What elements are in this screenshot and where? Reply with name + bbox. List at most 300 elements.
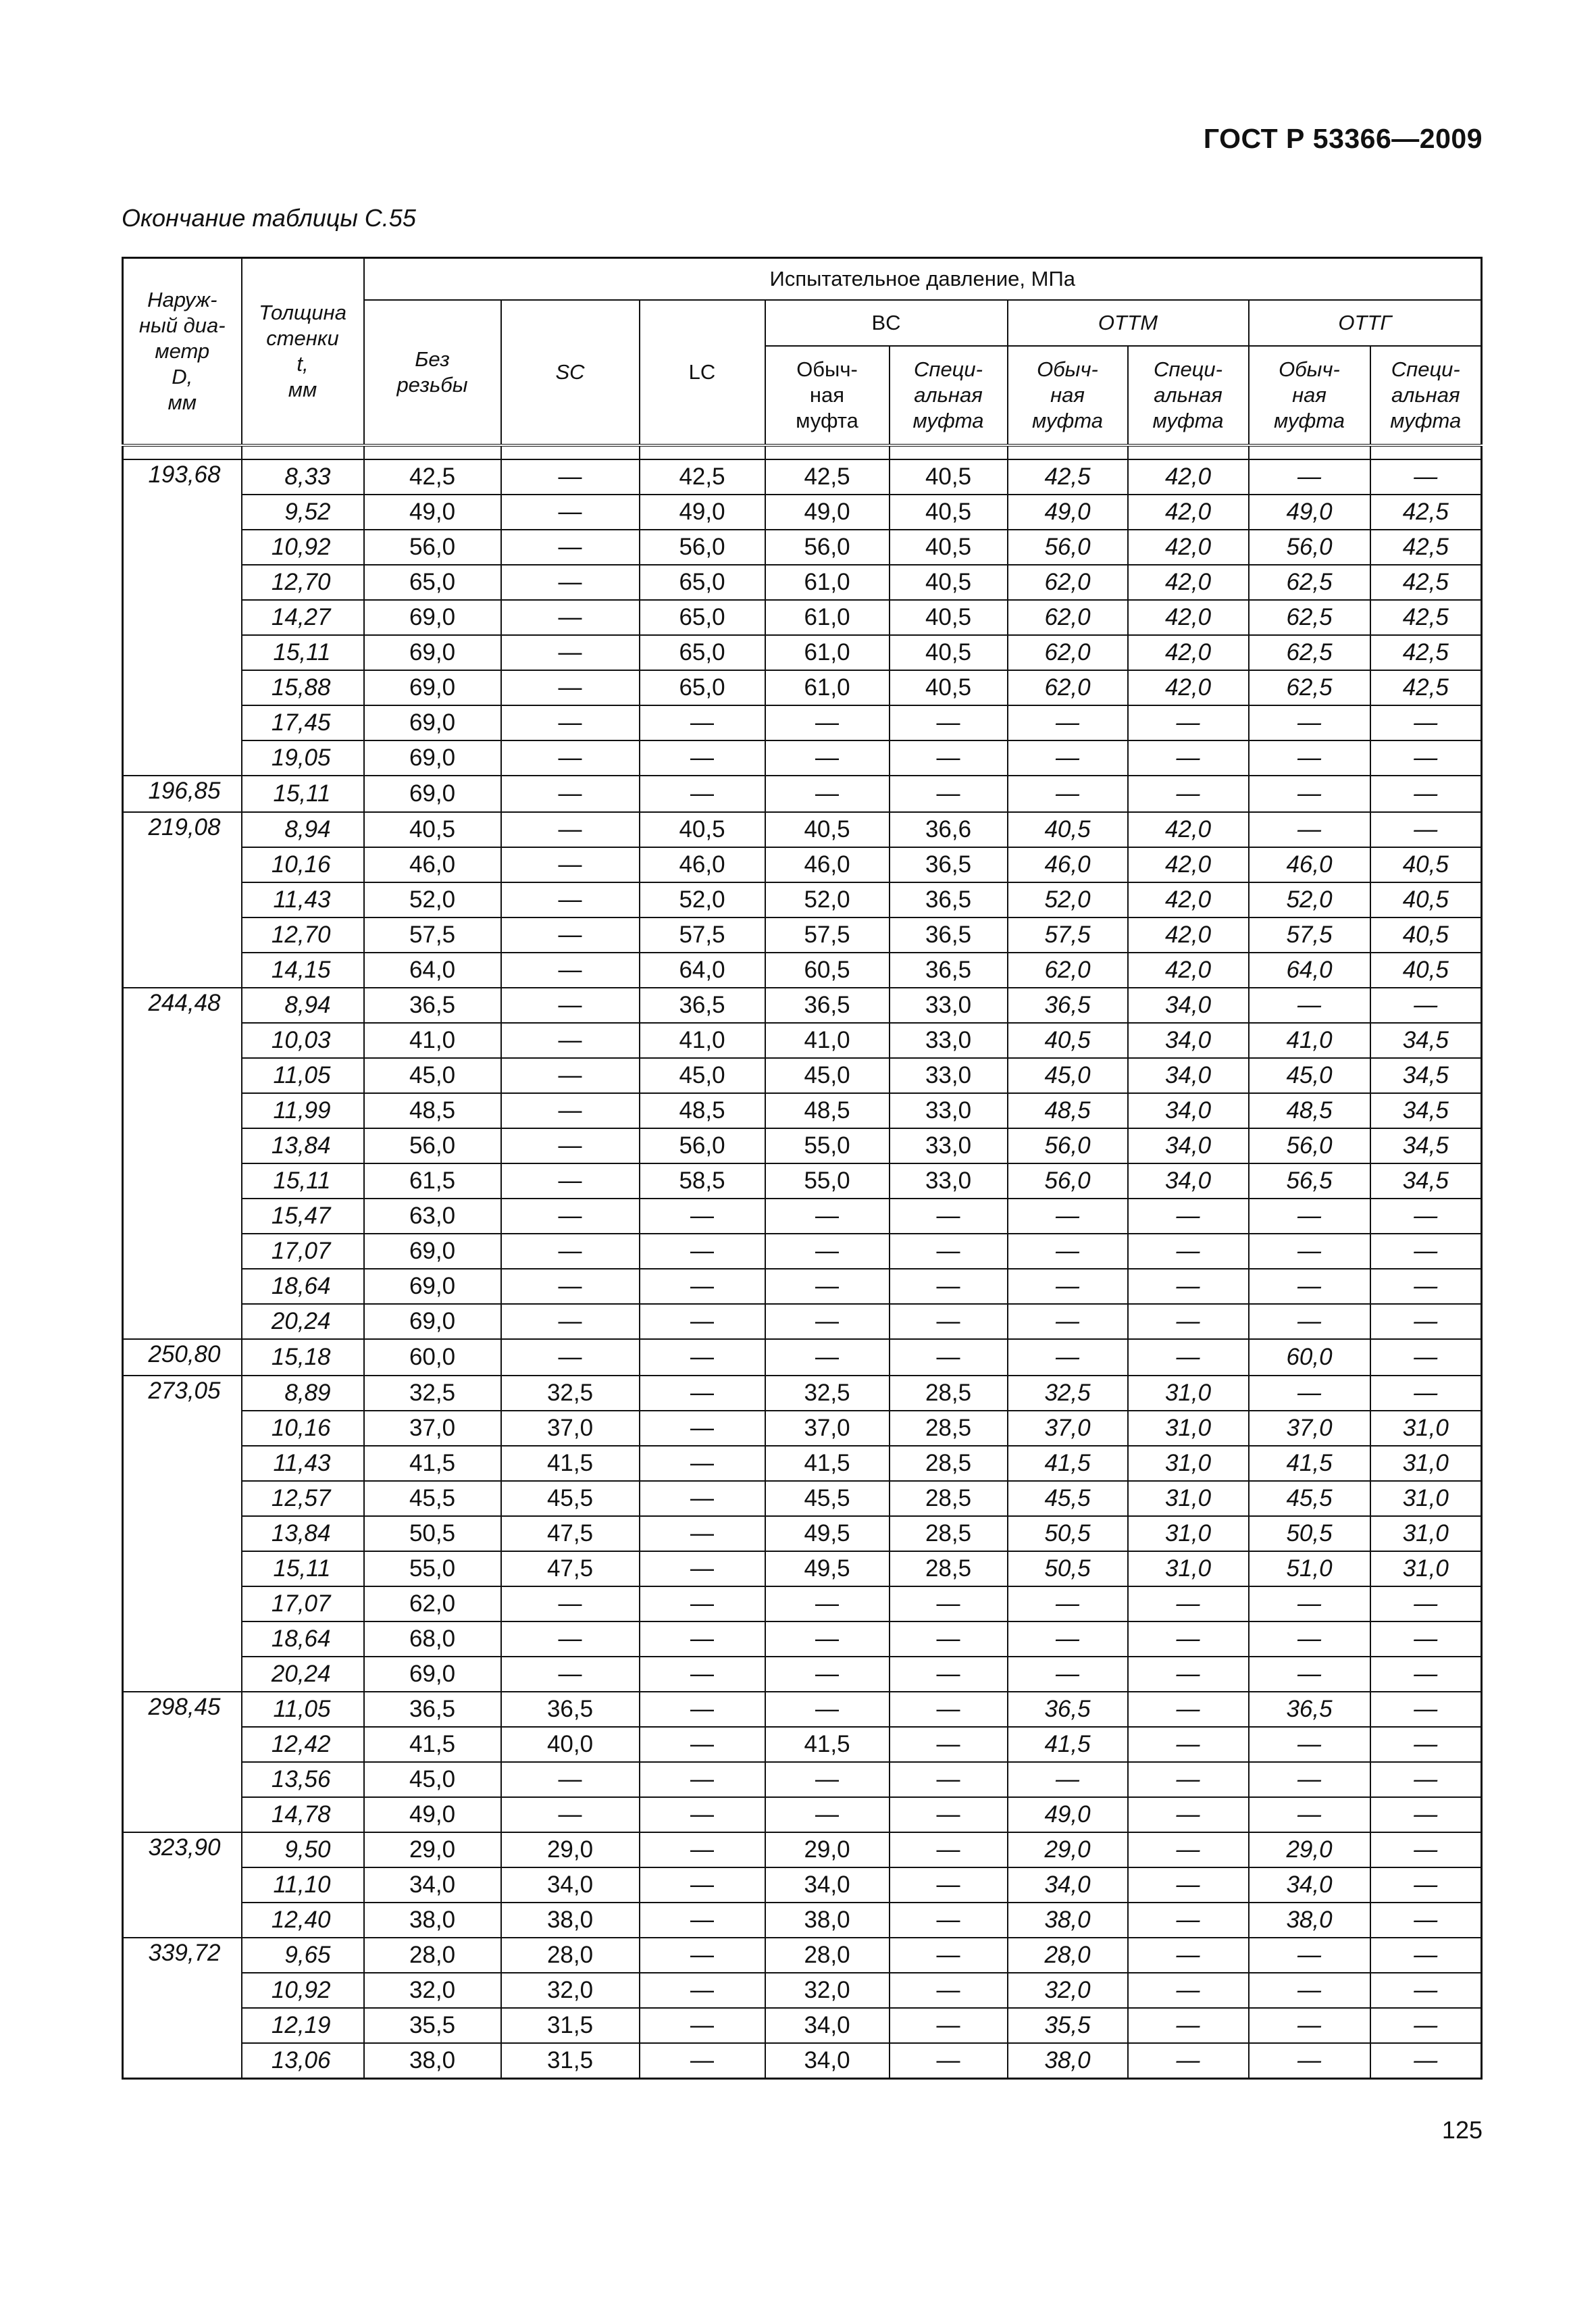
pressure-cell: — bbox=[640, 1481, 765, 1516]
pressure-cell: — bbox=[501, 1586, 640, 1621]
table-row bbox=[123, 847, 1482, 882]
pressure-cell: 42,5 bbox=[765, 459, 890, 495]
pressure-cell: 29,0 bbox=[364, 1832, 501, 1867]
pressure-cell: — bbox=[1008, 776, 1128, 812]
pressure-cell: — bbox=[640, 1657, 765, 1692]
pressure-cell: 41,5 bbox=[1008, 1727, 1128, 1762]
pressure-cell: 34,0 bbox=[1249, 1867, 1370, 1903]
table-row bbox=[123, 1023, 1482, 1058]
pressure-cell: — bbox=[1008, 740, 1128, 776]
pressure-cell: — bbox=[1370, 705, 1482, 740]
pressure-cell: 37,0 bbox=[765, 1411, 890, 1446]
pressure-cell: 31,5 bbox=[501, 2043, 640, 2079]
pressure-cell: — bbox=[890, 1762, 1008, 1797]
pressure-cell: 49,0 bbox=[1008, 495, 1128, 530]
pressure-cell: — bbox=[890, 776, 1008, 812]
pressure-cell: — bbox=[501, 1657, 640, 1692]
pressure-cell: 40,5 bbox=[1370, 882, 1482, 917]
pressure-cell: — bbox=[1128, 2008, 1249, 2043]
pressure-cell: 55,0 bbox=[765, 1163, 890, 1199]
table-row bbox=[123, 1762, 1482, 1797]
pressure-cell: — bbox=[640, 1586, 765, 1621]
pressure-cell: — bbox=[1008, 1586, 1128, 1621]
table-row bbox=[123, 1128, 1482, 1163]
pressure-cell: — bbox=[890, 1339, 1008, 1376]
pressure-cell: — bbox=[501, 1093, 640, 1128]
pressure-cell: 42,0 bbox=[1128, 917, 1249, 953]
table-row bbox=[123, 1339, 1482, 1376]
wall-thickness-cell: 12,42 bbox=[242, 1727, 364, 1762]
pressure-cell: — bbox=[501, 740, 640, 776]
pressure-cell: — bbox=[1370, 1234, 1482, 1269]
pressure-cell: 33,0 bbox=[890, 1163, 1008, 1199]
pressure-cell: 28,5 bbox=[890, 1516, 1008, 1551]
pressure-cell: — bbox=[890, 1199, 1008, 1234]
header-group-ottm: ОТТМ bbox=[1008, 300, 1249, 346]
table-row bbox=[123, 1692, 1482, 1727]
table-row bbox=[123, 882, 1482, 917]
pressure-cell: 69,0 bbox=[364, 1269, 501, 1304]
table-row bbox=[123, 705, 1482, 740]
wall-thickness-cell: 14,27 bbox=[242, 600, 364, 635]
wall-thickness-cell: 9,50 bbox=[242, 1832, 364, 1867]
pressure-cell: 34,0 bbox=[1128, 1128, 1249, 1163]
pressure-cell: — bbox=[640, 1446, 765, 1481]
pressure-cell: — bbox=[1249, 1938, 1370, 1973]
pressure-cell: — bbox=[765, 1762, 890, 1797]
pressure-cell: — bbox=[1370, 1938, 1482, 1973]
pressure-cell: — bbox=[765, 1692, 890, 1727]
pressure-cell: — bbox=[890, 1692, 1008, 1727]
pressure-cell: — bbox=[640, 1621, 765, 1657]
outer-diameter-cell: 244,48 bbox=[123, 988, 242, 1339]
pressure-cell: — bbox=[765, 1621, 890, 1657]
pressure-cell: 40,5 bbox=[890, 495, 1008, 530]
pressure-cell: — bbox=[501, 988, 640, 1023]
pressure-cell: 32,0 bbox=[501, 1973, 640, 2008]
table-row bbox=[123, 1446, 1482, 1481]
pressure-cell: — bbox=[1370, 1762, 1482, 1797]
pressure-cell: 36,5 bbox=[364, 1692, 501, 1727]
pressure-cell: 31,0 bbox=[1128, 1411, 1249, 1446]
pressure-cell: — bbox=[1128, 1199, 1249, 1234]
pressure-cell: — bbox=[765, 1657, 890, 1692]
pressure-cell: 56,5 bbox=[1249, 1163, 1370, 1199]
pressure-cell: 36,5 bbox=[765, 988, 890, 1023]
pressure-cell: 40,5 bbox=[1008, 812, 1128, 847]
pressure-cell: — bbox=[501, 1304, 640, 1339]
pressure-cell: — bbox=[1249, 1657, 1370, 1692]
pressure-cell: — bbox=[1249, 1269, 1370, 1304]
pressure-cell: 45,0 bbox=[1008, 1058, 1128, 1093]
pressure-cell: 34,5 bbox=[1370, 1058, 1482, 1093]
pressure-cell: — bbox=[1370, 812, 1482, 847]
pressure-cell: — bbox=[890, 1867, 1008, 1903]
table-row bbox=[123, 1938, 1482, 1973]
pressure-cell: 62,0 bbox=[1008, 565, 1128, 600]
pressure-cell: 41,0 bbox=[640, 1023, 765, 1058]
pressure-cell: 34,0 bbox=[1128, 1023, 1249, 1058]
table-row bbox=[123, 2008, 1482, 2043]
pressure-cell: — bbox=[1128, 1692, 1249, 1727]
pressure-cell: 28,5 bbox=[890, 1481, 1008, 1516]
pressure-cell: — bbox=[1008, 1762, 1128, 1797]
pressure-cell: 36,5 bbox=[890, 953, 1008, 988]
pressure-cell: 41,0 bbox=[765, 1023, 890, 1058]
pressure-cell: 50,5 bbox=[1008, 1551, 1128, 1586]
wall-thickness-cell: 15,11 bbox=[242, 1163, 364, 1199]
pressure-cell: 32,0 bbox=[364, 1973, 501, 2008]
pressure-cell: — bbox=[1370, 1586, 1482, 1621]
pressure-cell: — bbox=[765, 740, 890, 776]
pressure-cell: — bbox=[765, 1304, 890, 1339]
wall-thickness-cell: 13,84 bbox=[242, 1516, 364, 1551]
pressure-cell: — bbox=[1249, 1797, 1370, 1832]
pressure-table bbox=[122, 257, 1483, 2080]
table-row bbox=[123, 1058, 1482, 1093]
table-row bbox=[123, 565, 1482, 600]
pressure-cell: 35,5 bbox=[364, 2008, 501, 2043]
pressure-cell: — bbox=[1128, 776, 1249, 812]
pressure-cell: — bbox=[501, 953, 640, 988]
outer-diameter-cell: 250,80 bbox=[123, 1339, 242, 1376]
wall-thickness-cell: 15,18 bbox=[242, 1339, 364, 1376]
table-caption: Окончание таблицы С.55 bbox=[122, 204, 416, 232]
pressure-cell: — bbox=[501, 1762, 640, 1797]
wall-thickness-cell: 8,94 bbox=[242, 812, 364, 847]
pressure-cell: 49,0 bbox=[640, 495, 765, 530]
pressure-cell: 40,5 bbox=[364, 812, 501, 847]
pressure-cell: 32,0 bbox=[1008, 1973, 1128, 2008]
table-row bbox=[123, 776, 1482, 812]
pressure-cell: — bbox=[1249, 1304, 1370, 1339]
wall-thickness-cell: 13,56 bbox=[242, 1762, 364, 1797]
pressure-cell: 41,0 bbox=[364, 1023, 501, 1058]
table-row bbox=[123, 670, 1482, 705]
pressure-cell: 52,0 bbox=[1249, 882, 1370, 917]
wall-thickness-cell: 17,45 bbox=[242, 705, 364, 740]
pressure-cell: 69,0 bbox=[364, 635, 501, 670]
pressure-cell: — bbox=[1128, 1832, 1249, 1867]
pressure-cell: — bbox=[640, 1832, 765, 1867]
pressure-cell: — bbox=[501, 705, 640, 740]
pressure-cell: 29,0 bbox=[501, 1832, 640, 1867]
table-row bbox=[123, 1269, 1482, 1304]
pressure-cell: — bbox=[1370, 1339, 1482, 1376]
table-row bbox=[123, 1234, 1482, 1269]
pressure-cell: 50,5 bbox=[1008, 1516, 1128, 1551]
wall-thickness-cell: 8,33 bbox=[242, 459, 364, 495]
header-ottm-special: Специ- альная муфта bbox=[1128, 346, 1249, 445]
pressure-cell: — bbox=[501, 1621, 640, 1657]
pressure-cell: — bbox=[765, 1234, 890, 1269]
pressure-cell: 62,0 bbox=[1008, 953, 1128, 988]
pressure-cell: 40,5 bbox=[1370, 917, 1482, 953]
pressure-cell: 34,5 bbox=[1370, 1023, 1482, 1058]
pressure-cell: — bbox=[1128, 1339, 1249, 1376]
pressure-cell: 34,0 bbox=[364, 1867, 501, 1903]
pressure-cell: 45,5 bbox=[501, 1481, 640, 1516]
pressure-cell: — bbox=[890, 1973, 1008, 2008]
pressure-cell: — bbox=[501, 1234, 640, 1269]
pressure-cell: 41,5 bbox=[1249, 1446, 1370, 1481]
pressure-cell: — bbox=[1249, 1621, 1370, 1657]
separator-cell bbox=[1128, 445, 1249, 459]
pressure-cell: — bbox=[640, 1234, 765, 1269]
pressure-cell: 31,0 bbox=[1370, 1481, 1482, 1516]
table-row bbox=[123, 1304, 1482, 1339]
wall-thickness-cell: 14,78 bbox=[242, 1797, 364, 1832]
pressure-cell: 49,5 bbox=[765, 1516, 890, 1551]
table-row bbox=[123, 495, 1482, 530]
pressure-cell: 49,0 bbox=[364, 1797, 501, 1832]
pressure-cell: 38,0 bbox=[1249, 1903, 1370, 1938]
pressure-cell: 32,5 bbox=[1008, 1376, 1128, 1411]
separator-cell bbox=[1008, 445, 1128, 459]
wall-thickness-cell: 10,92 bbox=[242, 530, 364, 565]
pressure-cell: 37,0 bbox=[1008, 1411, 1128, 1446]
header-ottm-regular: Обыч- ная муфта bbox=[1008, 346, 1128, 445]
pressure-cell: 40,5 bbox=[890, 670, 1008, 705]
pressure-cell: 65,0 bbox=[640, 565, 765, 600]
pressure-cell: — bbox=[501, 882, 640, 917]
wall-thickness-cell: 12,40 bbox=[242, 1903, 364, 1938]
pressure-cell: 61,5 bbox=[364, 1163, 501, 1199]
pressure-cell: — bbox=[1370, 1621, 1482, 1657]
pressure-cell: 65,0 bbox=[364, 565, 501, 600]
pressure-cell: 61,0 bbox=[765, 600, 890, 635]
header-test-pressure: Испытательное давление, МПа bbox=[364, 258, 1482, 301]
pressure-cell: 42,5 bbox=[1370, 635, 1482, 670]
table-row bbox=[123, 1973, 1482, 2008]
pressure-cell: 52,0 bbox=[640, 882, 765, 917]
pressure-cell: — bbox=[1249, 2008, 1370, 2043]
pressure-cell: 40,5 bbox=[890, 565, 1008, 600]
pressure-cell: 56,0 bbox=[1249, 530, 1370, 565]
wall-thickness-cell: 11,10 bbox=[242, 1867, 364, 1903]
header-plain-end: Без резьбы bbox=[364, 300, 501, 445]
pressure-cell: — bbox=[765, 1269, 890, 1304]
pressure-cell: — bbox=[1370, 1269, 1482, 1304]
pressure-cell: — bbox=[765, 776, 890, 812]
pressure-cell: — bbox=[1008, 705, 1128, 740]
pressure-cell: 33,0 bbox=[890, 988, 1008, 1023]
table-row bbox=[123, 530, 1482, 565]
wall-thickness-cell: 18,64 bbox=[242, 1621, 364, 1657]
pressure-cell: 42,5 bbox=[1370, 670, 1482, 705]
pressure-cell: 34,0 bbox=[765, 1867, 890, 1903]
pressure-cell: 33,0 bbox=[890, 1058, 1008, 1093]
pressure-cell: — bbox=[1370, 459, 1482, 495]
pressure-cell: 45,0 bbox=[364, 1058, 501, 1093]
pressure-cell: — bbox=[1370, 1657, 1482, 1692]
header-group-ottg: ОТТГ bbox=[1249, 300, 1482, 346]
pressure-cell: 69,0 bbox=[364, 600, 501, 635]
table-row bbox=[123, 1586, 1482, 1621]
pressure-cell: — bbox=[1249, 459, 1370, 495]
pressure-cell: — bbox=[1370, 2008, 1482, 2043]
header-sc: SC bbox=[501, 300, 640, 445]
pressure-cell: — bbox=[1370, 1692, 1482, 1727]
pressure-cell: 69,0 bbox=[364, 705, 501, 740]
pressure-cell: 52,0 bbox=[364, 882, 501, 917]
pressure-cell: — bbox=[890, 1304, 1008, 1339]
pressure-cell: — bbox=[501, 1199, 640, 1234]
pressure-cell: 65,0 bbox=[640, 600, 765, 635]
pressure-cell: — bbox=[1008, 1199, 1128, 1234]
pressure-cell: 65,0 bbox=[640, 670, 765, 705]
pressure-cell: — bbox=[890, 1727, 1008, 1762]
pressure-cell: 40,5 bbox=[640, 812, 765, 847]
wall-thickness-cell: 11,05 bbox=[242, 1692, 364, 1727]
pressure-cell: 36,5 bbox=[1249, 1692, 1370, 1727]
header-group-bc: BC bbox=[765, 300, 1008, 346]
pressure-cell: — bbox=[1128, 740, 1249, 776]
pressure-cell: 49,0 bbox=[1008, 1797, 1128, 1832]
pressure-cell: — bbox=[640, 1304, 765, 1339]
pressure-cell: 62,0 bbox=[1008, 600, 1128, 635]
pressure-cell: 38,0 bbox=[765, 1903, 890, 1938]
table-row bbox=[123, 459, 1482, 495]
pressure-cell: — bbox=[1370, 988, 1482, 1023]
pressure-cell: 41,5 bbox=[501, 1446, 640, 1481]
pressure-cell: 35,5 bbox=[1008, 2008, 1128, 2043]
wall-thickness-cell: 10,92 bbox=[242, 1973, 364, 2008]
pressure-cell: — bbox=[640, 1551, 765, 1586]
pressure-cell: 36,5 bbox=[364, 988, 501, 1023]
wall-thickness-cell: 17,07 bbox=[242, 1586, 364, 1621]
pressure-cell: 62,0 bbox=[1008, 670, 1128, 705]
pressure-cell: 34,0 bbox=[501, 1867, 640, 1903]
wall-thickness-cell: 18,64 bbox=[242, 1269, 364, 1304]
pressure-cell: — bbox=[1128, 1727, 1249, 1762]
pressure-cell: 38,0 bbox=[501, 1903, 640, 1938]
outer-diameter-cell: 219,08 bbox=[123, 812, 242, 988]
wall-thickness-cell: 11,43 bbox=[242, 1446, 364, 1481]
pressure-cell: — bbox=[1249, 1586, 1370, 1621]
pressure-cell: — bbox=[640, 2043, 765, 2079]
pressure-cell: 37,0 bbox=[1249, 1411, 1370, 1446]
pressure-cell: 61,0 bbox=[765, 565, 890, 600]
pressure-cell: 57,5 bbox=[1008, 917, 1128, 953]
pressure-cell: — bbox=[640, 1867, 765, 1903]
separator-cell bbox=[242, 445, 364, 459]
pressure-cell: 42,0 bbox=[1128, 635, 1249, 670]
pressure-cell: 64,0 bbox=[364, 953, 501, 988]
document-id: ГОСТ Р 53366—2009 bbox=[1203, 123, 1483, 154]
wall-thickness-cell: 8,89 bbox=[242, 1376, 364, 1411]
pressure-cell: — bbox=[1370, 1376, 1482, 1411]
pressure-cell: 36,5 bbox=[501, 1692, 640, 1727]
pressure-cell: — bbox=[1249, 1376, 1370, 1411]
pressure-cell: 31,0 bbox=[1370, 1516, 1482, 1551]
pressure-cell: 57,5 bbox=[765, 917, 890, 953]
pressure-cell: — bbox=[640, 2008, 765, 2043]
pressure-cell: 31,0 bbox=[1370, 1551, 1482, 1586]
pressure-cell: 41,5 bbox=[765, 1727, 890, 1762]
pressure-cell: 45,0 bbox=[364, 1762, 501, 1797]
wall-thickness-cell: 15,11 bbox=[242, 1551, 364, 1586]
pressure-cell: 34,5 bbox=[1370, 1163, 1482, 1199]
pressure-cell: — bbox=[501, 459, 640, 495]
pressure-cell: 56,0 bbox=[765, 530, 890, 565]
pressure-cell: — bbox=[640, 1797, 765, 1832]
pressure-cell: 63,0 bbox=[364, 1199, 501, 1234]
pressure-cell: 42,5 bbox=[640, 459, 765, 495]
pressure-cell: 38,0 bbox=[364, 2043, 501, 2079]
pressure-cell: — bbox=[1249, 988, 1370, 1023]
pressure-cell: — bbox=[640, 1903, 765, 1938]
pressure-cell: 55,0 bbox=[765, 1128, 890, 1163]
pressure-cell: 40,5 bbox=[890, 459, 1008, 495]
pressure-cell: — bbox=[1128, 1938, 1249, 1973]
pressure-cell: 36,5 bbox=[640, 988, 765, 1023]
header-lc: LC bbox=[640, 300, 765, 445]
pressure-cell: 34,5 bbox=[1370, 1128, 1482, 1163]
pressure-cell: 49,0 bbox=[765, 495, 890, 530]
separator-cell bbox=[890, 445, 1008, 459]
pressure-cell: — bbox=[1370, 1867, 1482, 1903]
table-row bbox=[123, 2043, 1482, 2079]
pressure-cell: — bbox=[1249, 1727, 1370, 1762]
pressure-cell: 55,0 bbox=[364, 1551, 501, 1586]
pressure-cell: — bbox=[640, 740, 765, 776]
table-body bbox=[123, 445, 1482, 2079]
outer-diameter-cell: 339,72 bbox=[123, 1938, 242, 2079]
pressure-cell: — bbox=[765, 705, 890, 740]
wall-thickness-cell: 15,11 bbox=[242, 776, 364, 812]
pressure-cell: 42,0 bbox=[1128, 495, 1249, 530]
pressure-cell: 45,0 bbox=[1249, 1058, 1370, 1093]
pressure-cell: — bbox=[890, 2008, 1008, 2043]
pressure-cell: 50,5 bbox=[1249, 1516, 1370, 1551]
pressure-cell: — bbox=[1128, 1657, 1249, 1692]
pressure-cell: 52,0 bbox=[765, 882, 890, 917]
table-row bbox=[123, 1727, 1482, 1762]
pressure-cell: 45,0 bbox=[640, 1058, 765, 1093]
pressure-cell: 34,0 bbox=[1008, 1867, 1128, 1903]
pressure-cell: — bbox=[1249, 1973, 1370, 2008]
pressure-cell: 29,0 bbox=[1249, 1832, 1370, 1867]
pressure-cell: 37,0 bbox=[364, 1411, 501, 1446]
pressure-cell: — bbox=[765, 1339, 890, 1376]
pressure-cell: 62,5 bbox=[1249, 635, 1370, 670]
pressure-cell: 32,5 bbox=[501, 1376, 640, 1411]
pressure-cell: 48,5 bbox=[765, 1093, 890, 1128]
pressure-cell: — bbox=[1249, 812, 1370, 847]
separator-cell bbox=[364, 445, 501, 459]
pressure-cell: 56,0 bbox=[1008, 530, 1128, 565]
wall-thickness-cell: 12,70 bbox=[242, 565, 364, 600]
pressure-cell: 56,0 bbox=[364, 1128, 501, 1163]
pressure-cell: 32,5 bbox=[364, 1376, 501, 1411]
pressure-cell: — bbox=[890, 705, 1008, 740]
pressure-cell: 31,5 bbox=[501, 2008, 640, 2043]
pressure-cell: — bbox=[1370, 1973, 1482, 2008]
pressure-cell: — bbox=[1249, 740, 1370, 776]
pressure-cell: — bbox=[1370, 1304, 1482, 1339]
pressure-cell: 69,0 bbox=[364, 1234, 501, 1269]
pressure-cell: — bbox=[1370, 2043, 1482, 2079]
pressure-cell: 42,5 bbox=[1370, 565, 1482, 600]
pressure-cell: 28,0 bbox=[364, 1938, 501, 1973]
pressure-cell: 38,0 bbox=[1008, 1903, 1128, 1938]
pressure-cell: 28,5 bbox=[890, 1411, 1008, 1446]
pressure-cell: — bbox=[1370, 1832, 1482, 1867]
table-row bbox=[123, 917, 1482, 953]
pressure-cell: 52,0 bbox=[1008, 882, 1128, 917]
pressure-cell: — bbox=[1128, 1797, 1249, 1832]
